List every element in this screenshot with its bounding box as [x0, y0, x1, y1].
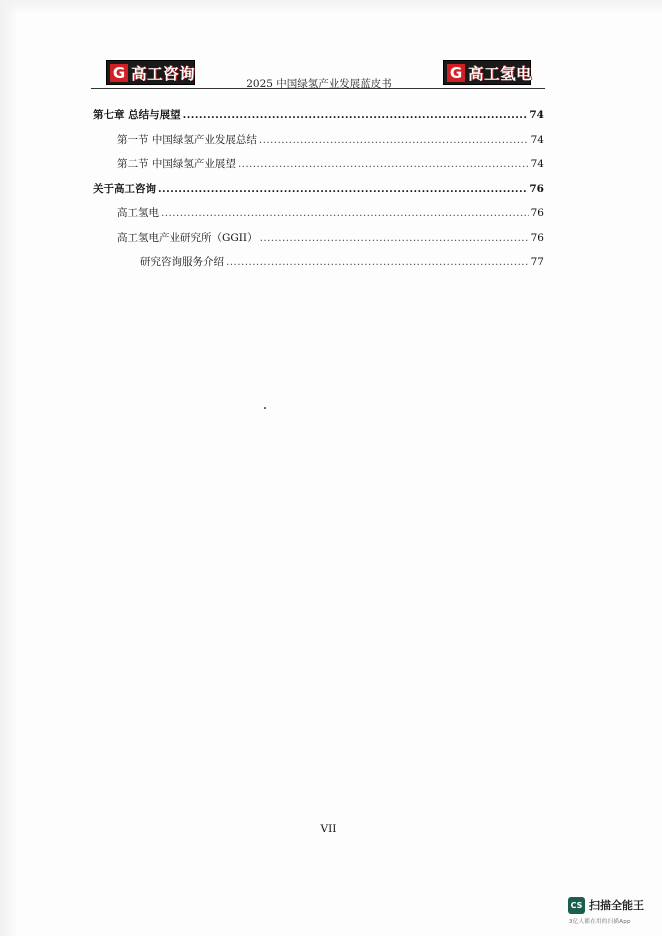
- camscanner-watermark: [568, 897, 658, 929]
- dot-leader: [161, 207, 529, 219]
- g-logo-icon: G: [447, 64, 465, 82]
- toc-entry-page: 76: [529, 182, 544, 195]
- toc-entry-page: 76: [530, 207, 544, 219]
- toc-entry-about[interactable]: [93, 181, 544, 206]
- toc-entry-label: 关于高工咨询: [93, 182, 156, 195]
- toc-entry-gaogong-hydrogen[interactable]: [93, 205, 544, 230]
- dot-leader: [259, 134, 529, 146]
- dot-leader: [183, 109, 528, 121]
- g-logo-icon: G: [110, 64, 128, 82]
- toc-entry-page: 76: [530, 231, 544, 244]
- gaogong-hydrogen-logo: [443, 60, 531, 85]
- document-title: 2025 中国绿氢产业发展蓝皮书: [246, 78, 392, 90]
- dot-leader: [226, 256, 529, 268]
- dot-leader: [158, 183, 527, 195]
- watermark-app-name: 扫描全能王: [589, 899, 644, 912]
- toc-entry-consulting-services[interactable]: [93, 254, 544, 279]
- toc-entry-label: 研究咨询服务介绍: [140, 256, 224, 268]
- scan-shadow-left: [0, 0, 18, 936]
- toc-entry-page: 77: [530, 256, 544, 268]
- toc-entry-label: 高工氢电: [117, 207, 159, 219]
- scan-shadow-top: [0, 0, 662, 14]
- toc-entry-label: 第二节 中国绿氢产业展望: [117, 158, 236, 170]
- page-number: VII: [320, 823, 337, 835]
- dot-leader: [238, 158, 529, 170]
- toc-entry-label: 第七章 总结与展望: [93, 109, 181, 121]
- toc-entry-section-1[interactable]: [93, 132, 544, 157]
- toc-entry-page: 74: [529, 109, 544, 121]
- toc-entry-chapter-7[interactable]: [93, 107, 544, 132]
- toc-entry-ggii[interactable]: [93, 230, 544, 255]
- watermark-slogan: 3亿人都在用的扫描App: [569, 919, 631, 925]
- logo-left-text: 高工咨询: [131, 64, 196, 83]
- toc-entry-label: 高工氢电产业研究所（GGII）: [117, 231, 258, 244]
- scan-speck: [264, 407, 266, 409]
- toc-entry-label: 第一节 中国绿氢产业发展总结: [117, 133, 257, 146]
- toc-entry-page: 74: [530, 133, 544, 146]
- dot-leader: [260, 232, 529, 244]
- gaogong-consulting-logo: [106, 60, 195, 85]
- header-divider: [91, 88, 545, 89]
- logo-right-text: 高工氢电: [468, 64, 533, 83]
- table-of-contents: [93, 107, 544, 279]
- camscanner-logo-icon: CS: [568, 897, 585, 914]
- toc-entry-page: 74: [530, 158, 544, 170]
- toc-entry-section-2[interactable]: [93, 156, 544, 181]
